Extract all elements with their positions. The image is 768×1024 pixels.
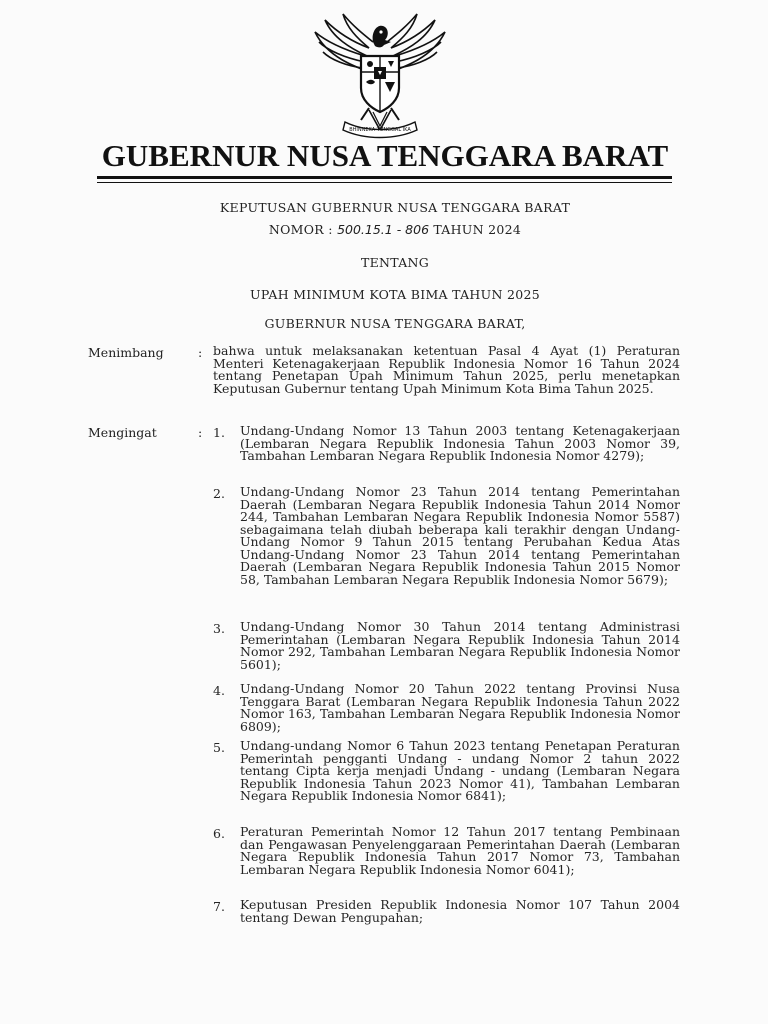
mengingat-item-number: 4. [213,683,225,698]
decree-subject: UPAH MINIMUM KOTA BIMA TAHUN 2025 [250,287,540,302]
mengingat-item: Undang-Undang Nomor 13 Tahun 2003 tentang Ketenagakerjaan (Lembaran Negara Republik Indonesia Tahun 2003 Nomor 39, Tambahan Lembaran Negara Republik Indonesia Nomor 4279); [240,423,680,463]
mengingat-item-number: 1. [213,425,225,440]
letterhead-rule-thin [97,182,672,183]
mengingat-item: Undang-Undang Nomor 30 Tahun 2014 tentang Administrasi Pemerintahan (Lembaran Negara Republik Indonesia Tahun 2014 Nomor 292, Tambahan Lembaran Negara Republik Indonesia Nomor 5601); [240,619,680,672]
mengingat-item: Keputusan Presiden Republik Indonesia Nomor 107 Tahun 2004 tentang Dewan Pengupahan; [240,897,680,925]
decree-number-line: NOMOR : 500.15.1 - 806 TAHUN 2024 [268,222,522,237]
mengingat-item: Undang-Undang Nomor 20 Tahun 2022 tentang Provinsi Nusa Tenggara Barat (Lembaran Negara Republik Indonesia Tahun 2022 Nomor 163, Tambahan Lembaran Negara Republik Indonesia Nomor 6809); [240,681,680,734]
mengingat-item-number: 2. [213,486,225,501]
menimbang-text: bahwa untuk melaksanakan ketentuan Pasal 4 Ayat (1) Peraturan Menteri Ketenagakerjaan Republik Indonesia Nomor 16 Tahun 2024 tentang Penetapan Upah Minimum Tahun 2025, perlu menetapkan Keputusan Gubernur tentang Upah Minimum Kota Bima Tahun 2025. [213,343,680,396]
tentang-label: TENTANG [360,255,430,270]
letterhead-title: GUBERNUR NUSA TENGGARA BARAT [101,138,669,173]
decree-type-line: KEPUTUSAN GUBERNUR NUSA TENGGARA BARAT [219,200,571,215]
mengingat-item-number: 3. [213,621,225,636]
mengingat-item-number: 6. [213,826,225,841]
mengingat-label: Mengingat [88,425,157,440]
letterhead-rule-thick [97,176,672,179]
decree-authority: GUBERNUR NUSA TENGGARA BARAT, [264,316,526,331]
decree-year: TAHUN 2024 [433,222,522,237]
menimbang-label: Menimbang [88,345,164,360]
mengingat-item-number: 5. [213,740,225,755]
mengingat-item: Undang-undang Nomor 6 Tahun 2023 tentang Penetapan Peraturan Pemerintah pengganti Undang - undang Nomor 2 tahun 2022 tentang Cipta kerja menjadi Undang - undang (Lembaran Negara Republik Indonesia Tahun 2023 Nomor 41), Tambahan Lembaran Negara Republik Indonesia Nomor 6841); [240,738,680,803]
garuda-emblem-icon [305,12,455,140]
svg-text:BHINNEKA TUNGGAL IKA: BHINNEKA TUNGGAL IKA [349,127,411,133]
mengingat-item: Peraturan Pemerintah Nomor 12 Tahun 2017 tentang Pembinaan dan Pengawasan Penyelenggaraan Pemerintahan Daerah (Lembaran Negara Republik Indonesia Tahun 2017 Nomor 73, Tambahan Lembaran Negara Republik Indonesia Nomor 6041); [240,824,680,877]
mengingat-item: Undang-Undang Nomor 23 Tahun 2014 tentang Pemerintahan Daerah (Lembaran Negara Republik Indonesia Tahun 2014 Nomor 244, Tambahan Lembaran Negara Republik Indonesia Nomor 5587) sebagaimana telah diubah beberapa kali terakhir dengan Undang-Undang Nomor 9 Tahun 2015 tentang Perubahan Kedua Atas Undang-Undang Nomor 23 Tahun 2014 tentang Pemerintahan Daerah (Lembaran Negara Republik Indonesia Tahun 2015 Nomor 58, Tambahan Lembaran Negara Republik Indonesia Nomor 5679); [240,484,680,587]
decree-page: BHINNEKA TUNGGAL IKA GUBERNUR NUSA TENGGARA BARAT KEPUTUSAN GUBERNUR NUSA TENGGARA BARAT NOMOR : 500.15.1 - 806 TAHUN 2024 TENTANG UPAH MINIMUM KOTA BIMA TAHUN 2025 GUBERNUR NUSA TENGGARA BARAT, Menimbang : bahwa untuk melaksanakan ketentuan Pasal 4 Ayat (1) Peraturan Menteri Ketenagakerjaan Republik Indonesia Nomor 16 Tahun 2024 tentang Penetapan Upah Minimum Tahun 2025, perlu menetapkan Keputusan Gubernur tentang Upah Minimum Kota Bima Tahun 2025. Mengingat : 1. Undang-Undang Nomor 13 Tahun 2003 tentang Ketenagakerjaan (Lembaran Negara Republik Indonesia Tahun 2003 Nomor 39, Tambahan Lembaran Negara Republik Indonesia Nomor 4279); 2. Undang-Undang Nomor 23 Tahun 2014 tentang Pemerintahan Daerah (Lembaran Negara Republik Indonesia Tahun 2014 Nomor 244, Tambahan Lembaran Negara Republik Indonesia Nomor 5587) sebagaimana telah diubah beberapa kali terakhir dengan Undang-Undang Nomor 9 Tahun 2015 tentang Perubahan Kedua Atas Undang-Undang Nomor 23 Tahun 2014 tentang Pemerintahan Daerah (Lembaran Negara Republik Indonesia Tahun 2015 Nomor 58, Tambahan Lembaran Negara Republik Indonesia Nomor 5679); 3. Undang-Undang Nomor 30 Tahun 2014 tentang Administrasi Pemerintahan (Lembaran Negara Republik Indonesia Tahun 2014 Nomor 292, Tambahan Lembaran Negara Republik Indonesia Nomor 5601); 4. Undang-Undang Nomor 20 Tahun 2022 tentang Provinsi Nusa Tenggara Barat (Lembaran Negara Republik Indonesia Tahun 2022 Nomor 163, Tambahan Lembaran Negara Republik Indonesia Nomor 6809); 5. Undang-undang Nomor 6 Tahun 2023 tentang Penetapan Peraturan Pemerintah pengganti Undang - undang Nomor 2 tahun 2022 tentang Cipta kerja menjadi Undang - undang (Lembaran Negara Republik Indonesia Tahun 2023 Nomor 41), Tambahan Lembaran Negara Republik Indonesia Nomor 6841); 6. Peraturan Pemerintah Nomor 12 Tahun 2017 tentang Pembinaan dan Pengawasan Penyelenggaraan Pemerintahan Daerah (Lembaran Negara Republik Indonesia Tahun 2017 Nomor 73, Tambahan Lembaran Negara Republik Indonesia Nomor 6041); 7. Keputusan Presiden Republik Indonesia Nomor 107 Tahun 2004 tentang Dewan Pengupahan; [0,0,768,1024]
mengingat-item-number: 7. [213,899,225,914]
nomor-value: 500.15.1 - 806 [337,222,430,237]
nomor-label: NOMOR [268,222,324,237]
